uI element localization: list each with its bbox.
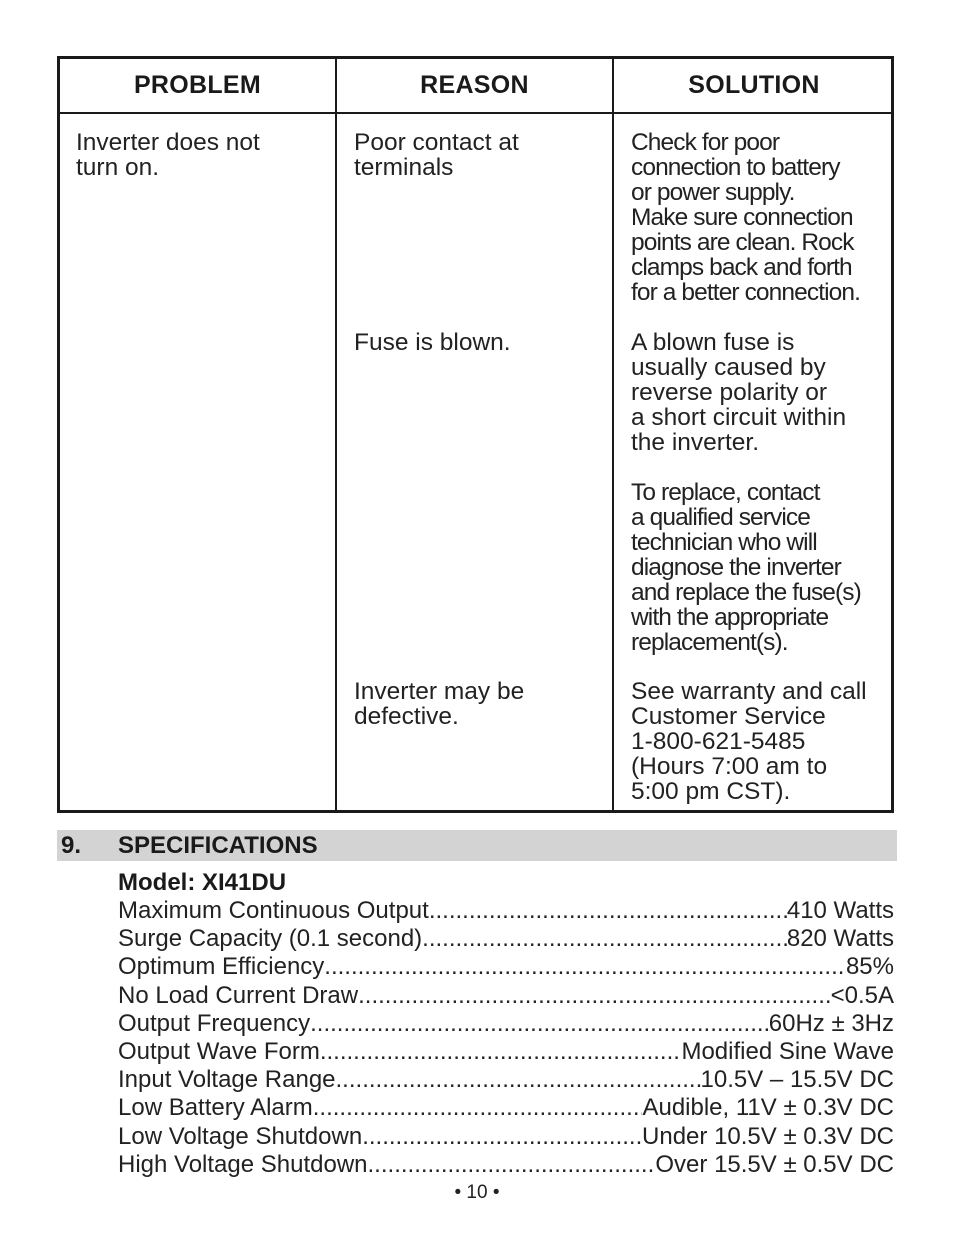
- spec-label: Input Voltage Range: [118, 1066, 336, 1094]
- dot-leader: [429, 897, 787, 925]
- spec-row: [118, 1094, 894, 1122]
- spec-row: [118, 1038, 894, 1066]
- spec-label: Optimum Efficiency: [118, 953, 325, 981]
- spec-value: Over 15.5V ± 0.5V DC: [655, 1150, 894, 1178]
- spec-row: [118, 953, 894, 981]
- reason-cell: Fuse is blown.: [354, 329, 511, 356]
- model-label: Model: XI41DU: [118, 869, 287, 896]
- section-title: SPECIFICATIONS: [118, 832, 318, 859]
- page-number: • 10 •: [454, 1182, 500, 1203]
- spec-row: [118, 897, 894, 925]
- spec-value: Under 10.5V ± 0.3V DC: [642, 1122, 894, 1150]
- spec-row: [118, 1151, 894, 1179]
- spec-value: 820 Watts: [786, 925, 894, 953]
- dot-leader: [358, 982, 831, 1010]
- dot-leader: [324, 953, 846, 981]
- problem-cell: Inverter does not turn on.: [76, 129, 260, 181]
- spec-label: High Voltage Shutdown: [118, 1150, 368, 1178]
- spec-label: Output Frequency: [118, 1009, 311, 1037]
- spec-label: Output Wave Form: [118, 1037, 320, 1065]
- dot-leader: [313, 1094, 643, 1122]
- spec-value: 60Hz ± 3Hz: [768, 1009, 894, 1037]
- solution-cell: To replace, contact a qualified service technician who will diagnose the inverter and replace the fuse(s) with the appropriate replacement(s).: [631, 479, 861, 656]
- dot-leader: [422, 925, 787, 953]
- header-divider: [60, 112, 891, 114]
- spec-row: [118, 925, 894, 953]
- spec-value: 410 Watts: [786, 897, 894, 924]
- spec-label: Maximum Continuous Output: [118, 897, 429, 924]
- spec-label: Surge Capacity (0.1 second): [118, 925, 423, 953]
- spec-row: [118, 1010, 894, 1038]
- dot-leader: [310, 1010, 769, 1038]
- reason-cell: Inverter may be defective.: [354, 678, 525, 730]
- spec-row: [118, 1123, 894, 1151]
- spec-value: <0.5A: [830, 981, 894, 1009]
- spec-value: 85%: [845, 953, 894, 981]
- dot-leader: [336, 1066, 701, 1094]
- column-divider: [335, 59, 337, 810]
- header-reason: REASON: [420, 71, 529, 99]
- solution-cell: Check for poor connection to battery or power supply. Make sure connection points are clean. Rock clamps back and forth for a better connection.: [631, 129, 860, 306]
- spec-value: Modified Sine Wave: [681, 1037, 894, 1065]
- column-divider: [612, 59, 614, 810]
- solution-cell: A blown fuse is usually caused by reverse polarity or a short circuit within the inverter.: [631, 329, 847, 456]
- dot-leader: [368, 1151, 656, 1179]
- spec-list: [118, 897, 894, 1179]
- dot-leader: [320, 1038, 682, 1066]
- spec-label: Low Voltage Shutdown: [118, 1122, 363, 1150]
- dot-leader: [362, 1123, 642, 1151]
- spec-row: [118, 982, 894, 1010]
- spec-value: Audible, 11V ± 0.3V DC: [642, 1094, 894, 1122]
- spec-label: No Load Current Draw: [118, 981, 359, 1009]
- header-solution: SOLUTION: [688, 71, 820, 99]
- solution-cell: See warranty and call Customer Service 1-800-621-5485 (Hours 7:00 am to 5:00 pm CST).: [631, 678, 867, 805]
- spec-label: Low Battery Alarm: [118, 1094, 313, 1122]
- troubleshooting-table: [57, 56, 894, 813]
- header-problem: PROBLEM: [133, 71, 262, 99]
- spec-value: 10.5V – 15.5V DC: [700, 1066, 894, 1094]
- spec-row: [118, 1066, 894, 1094]
- section-number: 9.: [61, 832, 82, 859]
- reason-cell: Poor contact at terminals: [354, 129, 519, 181]
